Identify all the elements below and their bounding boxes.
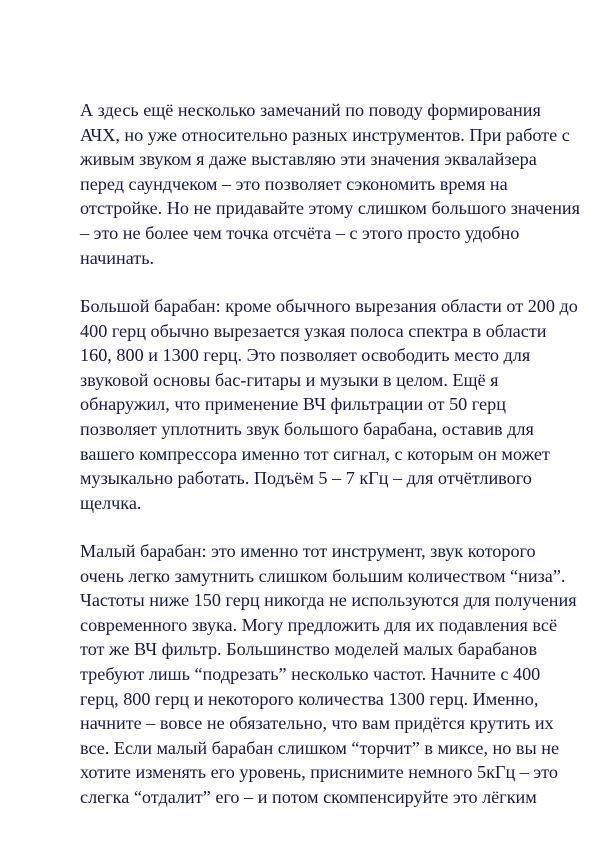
text-line: Частоты ниже 150 герц никогда не используются для получения (80, 590, 577, 611)
text-line: 400 герц обычно вырезается узкая полоса спектра в области (80, 320, 547, 341)
paragraph-intro (80, 98, 580, 270)
text-line: перед саундчеком – это позволяет сэкономить время на (80, 173, 508, 194)
text-line: вашего компрессора именно тот сигнал, с которым он может (80, 443, 550, 464)
text-line: начните – вовсе не обязательно, что вам придётся крутить их (80, 713, 554, 734)
text-line: герц, 800 герц и некоторого количества 1300 герц. Именно, (80, 688, 539, 709)
text-line: очень легко замутнить слишком большим количеством “низа”. (80, 565, 566, 586)
text-line: все. Если малый барабан слишком “торчит” в миксе, но вы не (80, 737, 560, 758)
text-line: позволяет уплотнить звук большого барабана, оставив для (80, 418, 534, 439)
text-line: современного звука. Могу предложить для их подавления всё (80, 614, 558, 635)
text-line: А здесь ещё несколько замечаний по поводу формирования (80, 100, 541, 120)
text-line: Большой барабан: кроме обычного вырезания области от 200 до (80, 296, 578, 316)
text-line: тот же ВЧ фильтр. Большинство моделей малых барабанов (80, 639, 538, 660)
text-line: хотите изменять его уровень, приснимите немного 5кГц – это (80, 762, 558, 783)
text-line: живым звуком я даже выставляю эти значения эквалайзера (80, 149, 537, 170)
paragraph-snare-drum (80, 539, 580, 810)
paragraph-kick-drum (80, 294, 580, 515)
text-line: Малый барабан: это именно тот инструмент, звук которого (80, 541, 536, 561)
text-line: отстройке. Но не придавайте этому слишком большого значения (80, 198, 581, 219)
text-line: слегка “отдалит” его – и потом скомпенсируйте это лёгким (80, 786, 537, 807)
text-line: музыкально работать. Подъём 5 – 7 кГц – для отчётливого (80, 468, 532, 489)
text-line: обнаружил, что применение ВЧ фильтрации от 50 герц (80, 394, 506, 415)
text-line: 160, 800 и 1300 герц. Это позволяет освободить место для (80, 345, 531, 366)
text-line: звуковой основы бас-гитары и музыки в целом. Ещё я (80, 369, 499, 390)
text-line: щелчка. (80, 492, 142, 513)
text-line: – это не более чем точка отсчёта – с этого просто удобно (80, 222, 520, 243)
text-line: АЧХ, но уже относительно разных инструментов. При работе с (80, 124, 570, 145)
text-line: начинать. (80, 247, 155, 268)
text-line: требуют лишь “подрезать” несколько частот. Начните с 400 (80, 663, 541, 684)
